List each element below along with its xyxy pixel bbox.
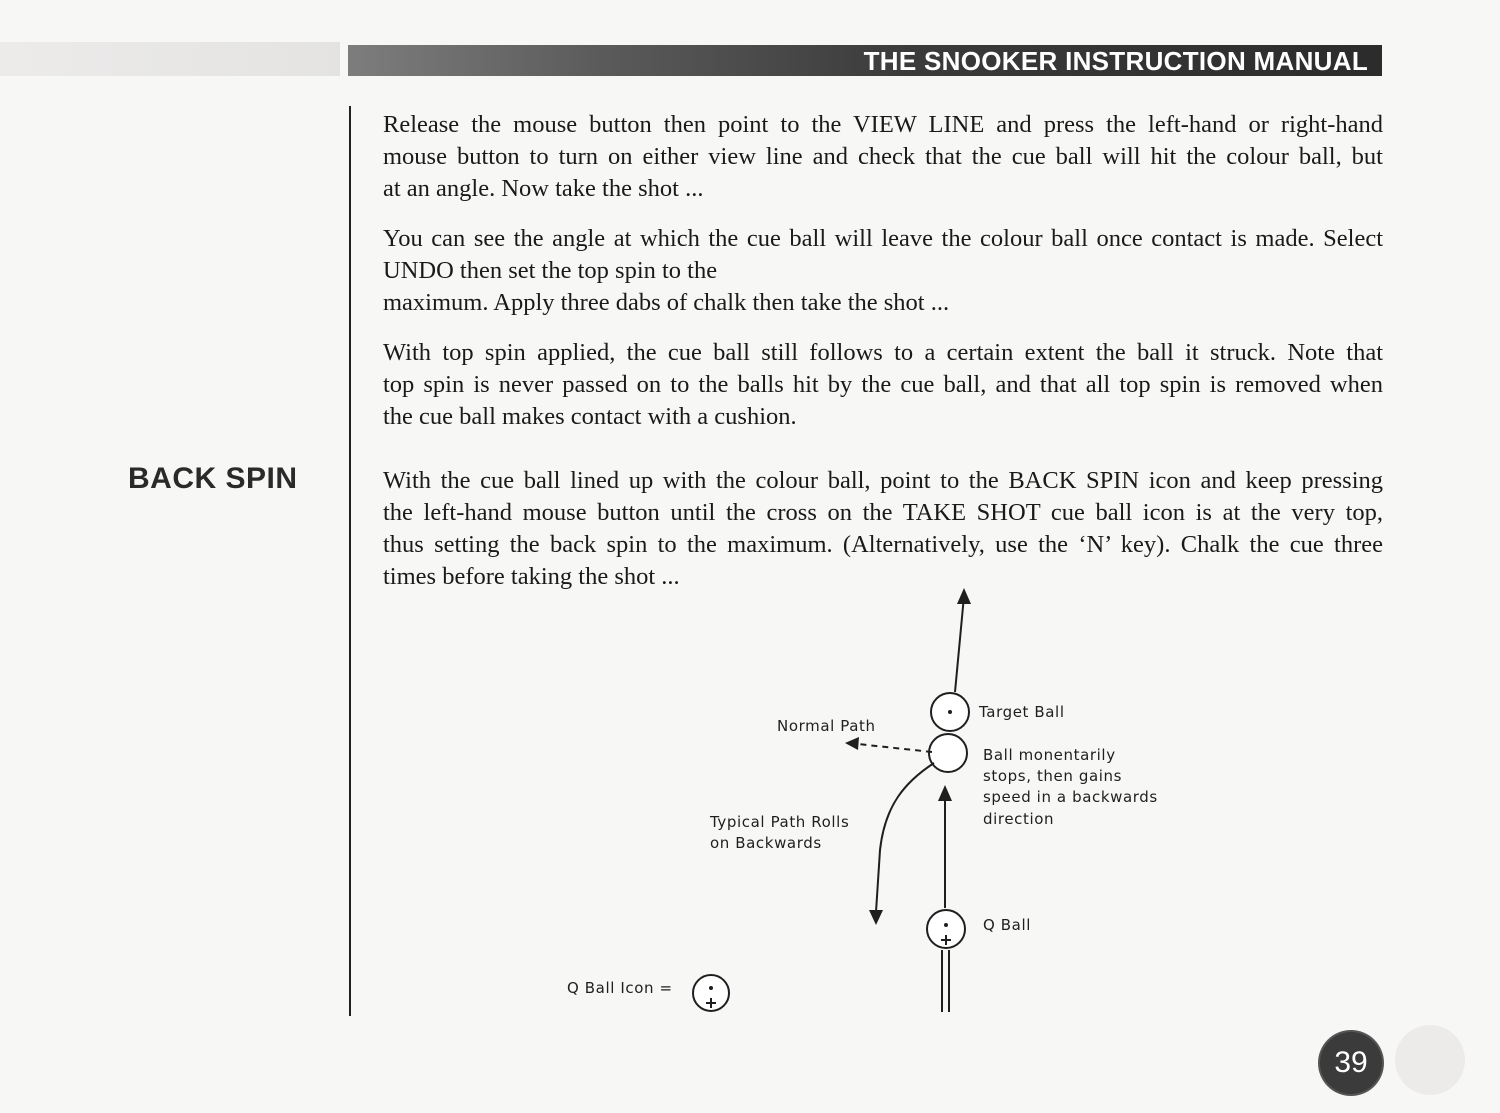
normal-path-arrow-icon xyxy=(845,737,859,750)
text-line: the cue ball makes contact with a cushion. xyxy=(383,403,797,430)
q-ball-dot xyxy=(944,923,948,927)
typical-path-line: on Backwards xyxy=(710,834,822,852)
ball-note-line: speed in a backwards xyxy=(983,788,1158,806)
typical-path-curve xyxy=(876,763,934,912)
text-line: UNDO then set the top spin to the xyxy=(383,257,718,284)
target-ball-path xyxy=(955,596,964,692)
target-path-arrow-icon xyxy=(957,588,971,604)
text-line: You can see the angle at which the cue ball will leave the colour ball once contact is made. Select xyxy=(383,225,1383,252)
faded-page-circle xyxy=(1395,1025,1465,1095)
q-ball-icon-label: Q Ball Icon = xyxy=(567,979,673,997)
text-line: top spin is never passed on to the balls hit by the cue ball, and that all top spin is removed when xyxy=(383,371,1383,398)
text-line: thus setting the back spin to the maximum. (Alternatively, use the ‘N’ key). Chalk the cue three xyxy=(383,531,1383,558)
cue-path-arrow-icon xyxy=(938,785,952,801)
page-number-badge xyxy=(1320,1032,1382,1094)
text-line: times before taking the shot ... xyxy=(383,563,680,590)
text-line: maximum. Apply three dabs of chalk then take the shot ... xyxy=(383,289,950,316)
normal-path-label: Normal Path xyxy=(777,717,876,735)
ball-note-line: direction xyxy=(983,810,1055,828)
section-heading-back-spin: BACK SPIN xyxy=(128,462,298,495)
typical-path-line: Typical Path Rolls xyxy=(710,813,850,831)
contact-ball xyxy=(929,734,967,772)
text-line: With top spin applied, the cue ball still follows to a certain extent the ball it struck. Note that xyxy=(383,339,1383,366)
target-ball-label: Target Ball xyxy=(979,703,1065,721)
text-line: at an angle. Now take the shot ... xyxy=(383,175,704,202)
q-ball-label: Q Ball xyxy=(983,916,1031,934)
text-line: the left-hand mouse button until the cross on the TAKE SHOT cue ball icon is at the very top, xyxy=(383,499,1383,526)
ball-note-line: stops, then gains xyxy=(983,767,1123,785)
ball-note-line: Ball monentarily xyxy=(983,746,1116,764)
normal-path-line xyxy=(858,744,932,752)
target-ball-dot xyxy=(948,710,952,714)
typical-path-arrow-icon xyxy=(869,910,883,925)
page-number: 39 xyxy=(1334,1046,1368,1079)
q-ball-icon-dot xyxy=(709,986,713,990)
text-line: mouse button to turn on either view line and check that the cue ball will hit the colour ball, but xyxy=(383,143,1383,170)
text-line: Release the mouse button then point to the VIEW LINE and press the left-hand or right-hand xyxy=(383,111,1383,138)
manual-title: THE SNOOKER INSTRUCTION MANUAL xyxy=(863,46,1368,76)
text-line: With the cue ball lined up with the colour ball, point to the BACK SPIN icon and keep pressing xyxy=(383,467,1383,494)
